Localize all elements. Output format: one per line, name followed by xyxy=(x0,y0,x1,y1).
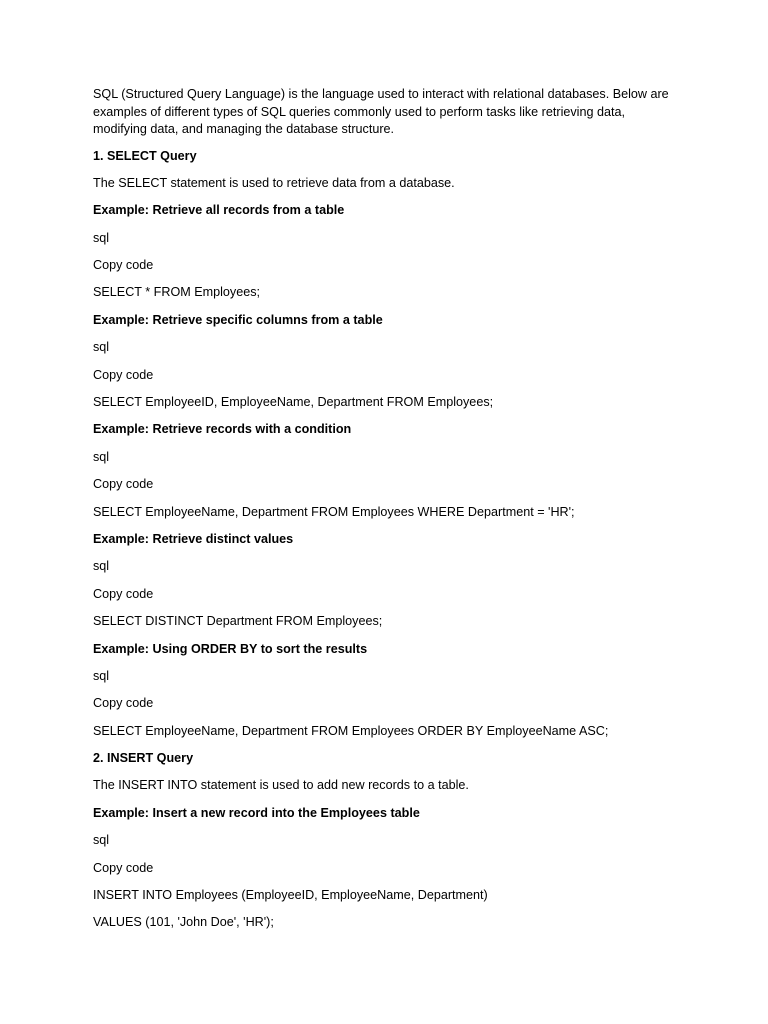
section-heading: 1. SELECT Query xyxy=(93,148,197,163)
code-language-label: sql xyxy=(93,668,110,683)
code-language-label: sql xyxy=(93,833,110,848)
example-heading: Example: Retrieve records with a condition xyxy=(93,422,352,437)
copy-code-label: Copy code xyxy=(93,477,154,492)
intro-paragraph: SQL (Structured Query Language) is the language used to interact with relational databases. Below are examples of different types of SQL queries commonly used to perform tasks like retrieving data, modifying data, and managing the database structure. xyxy=(93,87,669,136)
copy-code-label: Copy code xyxy=(93,696,154,711)
code-language-label: sql xyxy=(93,340,110,355)
paragraph: The INSERT INTO statement is used to add new records to a table. xyxy=(93,778,469,793)
code-line: SELECT EmployeeID, EmployeeName, Department FROM Employees; xyxy=(93,395,494,410)
paragraph: The SELECT statement is used to retrieve data from a database. xyxy=(93,175,455,190)
example-heading: Example: Retrieve distinct values xyxy=(93,531,294,546)
code-language-label: sql xyxy=(93,449,110,464)
code-line: VALUES (101, 'John Doe', 'HR'); xyxy=(93,915,274,930)
code-line: INSERT INTO Employees (EmployeeID, EmployeeName, Department) xyxy=(93,888,488,903)
copy-code-label: Copy code xyxy=(93,258,154,273)
code-line: SELECT EmployeeName, Department FROM Employees WHERE Department = 'HR'; xyxy=(93,504,575,519)
document-page xyxy=(93,86,678,942)
example-heading: Example: Insert a new record into the Employees table xyxy=(93,805,420,820)
code-language-label: sql xyxy=(93,559,110,574)
code-language-label: sql xyxy=(93,230,110,245)
example-heading: Example: Retrieve specific columns from a table xyxy=(93,312,383,327)
example-heading: Example: Retrieve all records from a table xyxy=(93,203,345,218)
document-body xyxy=(93,148,678,942)
example-heading: Example: Using ORDER BY to sort the results xyxy=(93,641,368,656)
code-line: SELECT DISTINCT Department FROM Employees; xyxy=(93,614,383,629)
copy-code-label: Copy code xyxy=(93,586,154,601)
code-line: SELECT * FROM Employees; xyxy=(93,285,261,300)
code-line: SELECT EmployeeName, Department FROM Employees ORDER BY EmployeeName ASC; xyxy=(93,723,609,738)
copy-code-label: Copy code xyxy=(93,860,154,875)
section-heading: 2. INSERT Query xyxy=(93,751,194,766)
copy-code-label: Copy code xyxy=(93,367,154,382)
